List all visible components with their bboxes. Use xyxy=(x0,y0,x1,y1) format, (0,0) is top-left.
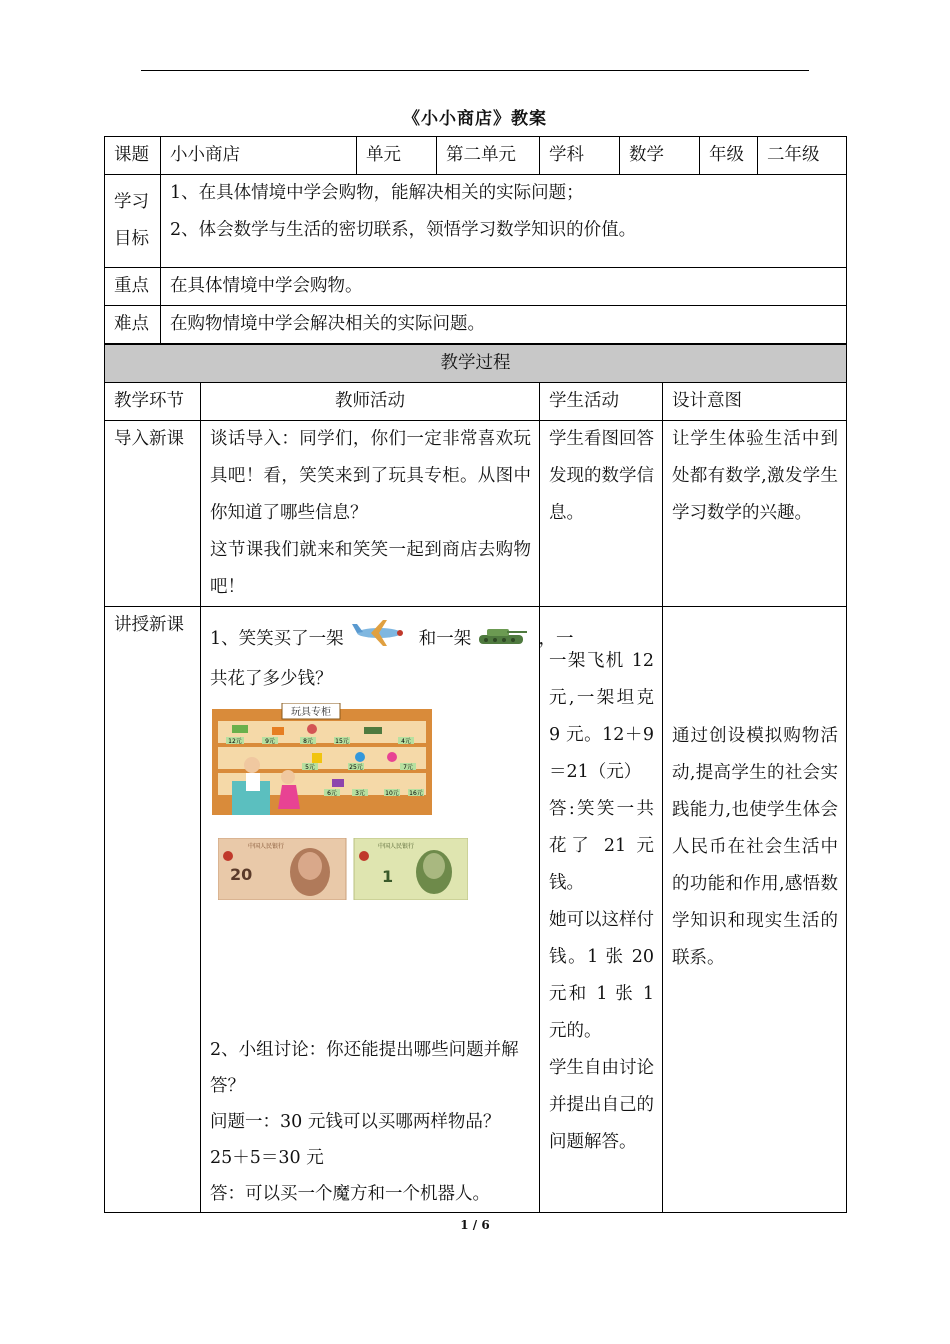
price-tag-4: 15元 xyxy=(335,738,349,745)
value-topic: 小小商店 xyxy=(161,137,357,175)
intro-intent: 让学生体验生活中到处都有数学,激发学生学习数学的兴趣。 xyxy=(663,421,847,607)
price-tag-3: 8元 xyxy=(303,738,313,745)
header-row xyxy=(105,137,847,175)
intro-teacher-p1: 谈话导入：同学们，你们一定非常喜欢玩具吧！看，笑笑来到了玩具专柜。从图中你知道了哪些信息？ xyxy=(210,429,531,523)
goals-label xyxy=(105,175,161,268)
tank-picture xyxy=(477,620,529,659)
difficulty-value: 在购物情境中学会解决相关的实际问题。 xyxy=(161,306,847,345)
price-tag-11: 10元 xyxy=(385,790,399,797)
label-subject: 学科 xyxy=(540,137,620,175)
new-lesson-student xyxy=(540,607,663,1213)
col-intent: 设计意图 xyxy=(663,383,847,421)
value-unit: 第二单元 xyxy=(437,137,540,175)
question-1-c: ，一 xyxy=(538,629,574,649)
value-grade: 二年级 xyxy=(758,137,847,175)
banknote-1-value: 1 xyxy=(382,867,394,886)
intro-student: 学生看图回答发现的数学信息。 xyxy=(540,421,663,607)
goal-item-1: 1、在具体情境中学会购物，能解决相关的实际问题； xyxy=(170,183,584,203)
goals-row xyxy=(105,175,847,268)
intro-teacher-p2: 这节课我们就来和笑笑一起到商店去购物吧！ xyxy=(210,540,531,597)
discussion-line-2: 问题一：30 元钱可以买哪两样物品？ xyxy=(210,1112,501,1132)
goals-label-line1: 学习 xyxy=(114,192,149,212)
column-header-row xyxy=(105,383,847,421)
key-point-row xyxy=(105,268,847,306)
price-tag-6: 5元 xyxy=(305,764,315,771)
process-band: 教学过程 xyxy=(105,344,847,383)
student-note-4: 学生自由讨论并提出自己的问题解答。 xyxy=(549,1058,654,1152)
key-point-value: 在具体情境中学会购物。 xyxy=(161,268,847,306)
price-tag-10: 3元 xyxy=(355,790,365,797)
header-rule xyxy=(141,70,809,71)
student-note-2: 答:笑笑一共花了 21 元钱。 xyxy=(549,799,654,893)
price-tag-12: 16元 xyxy=(409,790,423,797)
goal-item-2: 2、体会数学与生活的密切联系，领悟学习数学知识的价值。 xyxy=(170,220,637,240)
price-tag-7: 25元 xyxy=(349,764,363,771)
banknotes-picture xyxy=(218,838,539,913)
question-1-a: 1、笑笑买了一架 xyxy=(210,629,344,649)
label-topic: 课题 xyxy=(105,137,161,175)
col-stage: 教学环节 xyxy=(105,383,201,421)
banknote-1-header: 中国人民银行 xyxy=(378,843,415,850)
student-note-3: 她可以这样付钱。1 张 20 元和 1 张 1 元的。 xyxy=(549,910,654,1041)
new-lesson-intent xyxy=(663,607,847,1213)
process-band-row xyxy=(105,344,847,383)
intent-text: 通过创设模拟购物活动,提高学生的社会实践能力,也使学生体会人民币在社会生活中的功能和作用,感悟数学知识和现实生活的联系。 xyxy=(672,726,838,968)
new-lesson-teacher xyxy=(201,607,574,1213)
difficulty-row xyxy=(105,306,847,345)
label-unit: 单元 xyxy=(357,137,437,175)
question-1-d: 共花了多少钱？ xyxy=(210,669,333,689)
banknote-20-value: 20 xyxy=(230,865,253,884)
discussion-line-3: 25＋5＝30 元 xyxy=(210,1148,324,1168)
new-lesson-stage: 讲授新课 xyxy=(105,607,201,1213)
col-student: 学生活动 xyxy=(540,383,663,421)
difficulty-label: 难点 xyxy=(105,306,161,345)
question-1-line xyxy=(210,618,574,661)
question-1-b: 和一架 xyxy=(418,629,472,649)
price-tag-5: 4元 xyxy=(401,738,411,745)
toy-shelf-picture xyxy=(212,703,539,828)
label-grade: 年级 xyxy=(700,137,758,175)
discussion-block xyxy=(210,1032,539,1212)
goals-label-line2: 目标 xyxy=(114,229,149,249)
intro-teacher xyxy=(201,421,540,607)
price-tag-1: 12元 xyxy=(228,738,242,745)
banknote-20-header: 中国人民银行 xyxy=(248,843,285,850)
intro-row xyxy=(105,421,847,607)
price-tag-8: 7元 xyxy=(403,764,413,771)
page-number: 1 / 6 xyxy=(460,1218,490,1232)
goals-content xyxy=(161,175,847,268)
page-title: 《小小商店》教案 xyxy=(403,109,547,129)
lesson-plan-table xyxy=(104,136,847,1213)
key-point-label: 重点 xyxy=(105,268,161,306)
new-lesson-row xyxy=(105,607,847,1213)
shelf-sign: 玩具专柜 xyxy=(291,707,331,718)
price-tag-9: 6元 xyxy=(327,790,337,797)
student-note-1: 一架飞机 12 元,一架坦克 9 元。12＋9＝21（元） xyxy=(549,651,654,782)
price-tag-2: 9元 xyxy=(265,738,275,745)
discussion-line-4: 答：可以买一个魔方和一个机器人。 xyxy=(210,1184,490,1204)
discussion-line-1: 2、小组讨论：你还能提出哪些问题并解答？ xyxy=(210,1040,519,1096)
col-teacher: 教师活动 xyxy=(201,383,540,421)
student-notes xyxy=(549,643,654,1161)
airplane-picture xyxy=(349,618,407,661)
intro-stage: 导入新课 xyxy=(105,421,201,607)
value-subject: 数学 xyxy=(620,137,700,175)
